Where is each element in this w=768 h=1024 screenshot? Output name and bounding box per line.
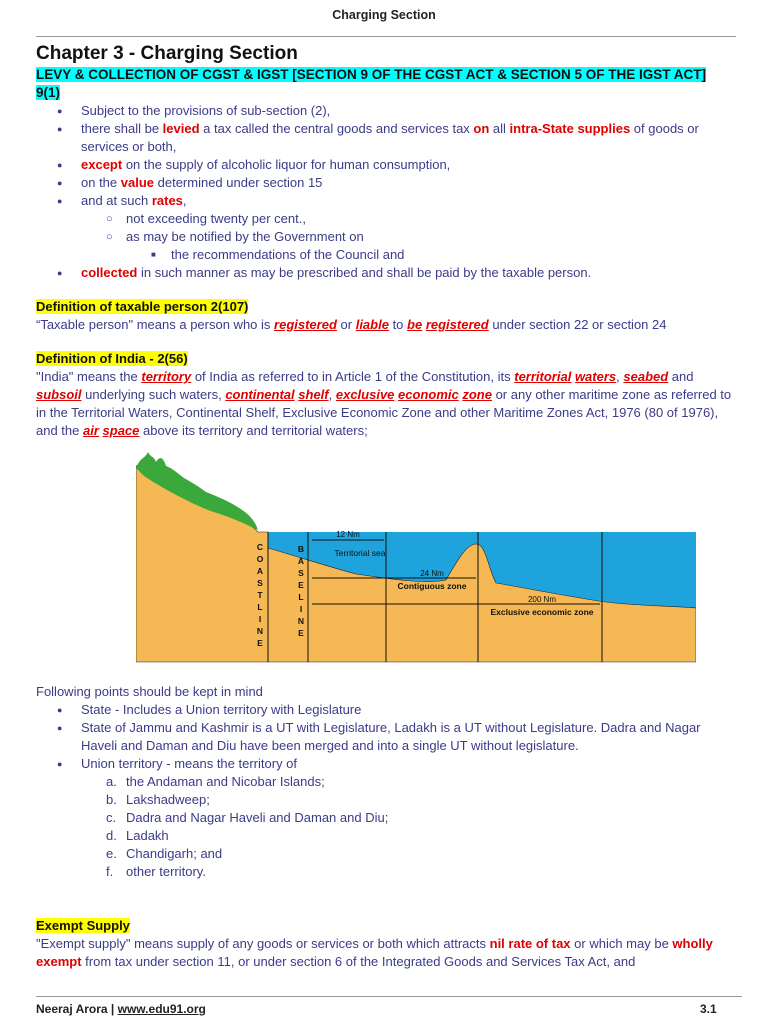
svg-text:I: I [258, 614, 262, 624]
taxable-definition: “Taxable person" means a person who is registered or liable to be registered under section 22 or section 24 [36, 317, 667, 332]
svg-text:N: N [297, 616, 305, 626]
svg-text:E: E [298, 628, 304, 638]
footer-site-link[interactable]: www.edu91.org [117, 1002, 206, 1016]
ut-item: a. the Andaman and Nicobar Islands; [106, 774, 325, 789]
list-item: ● and at such rates, ○ not exceeding twenty per cent., ○ as may be notified by the Government on ■ the recommendations of the Council and [81, 192, 736, 264]
territorial-sea-label: Territorial sea [334, 548, 386, 558]
svg-text:C: C [256, 542, 264, 552]
svg-text:N: N [256, 626, 264, 636]
svg-text:A: A [256, 566, 264, 576]
nm24-label: 24 Nm [420, 569, 444, 578]
sub-list-item: ○ not exceeding twenty per cent., [126, 210, 736, 228]
svg-text:A: A [297, 556, 305, 566]
svg-text:L: L [257, 602, 263, 612]
svg-text:E: E [298, 580, 304, 590]
svg-text:S: S [298, 568, 304, 578]
nm200-label: 200 Nm [527, 595, 557, 604]
exempt-definition: "Exempt supply" means supply of any goods or services or both which attracts nil rate of tax or which may be wholly exempt from tax under section 11, or under section 6 of the Integrated Goods and Services Tax Act, and [36, 936, 713, 969]
ut-item: c. Dadra and Nagar Haveli and Daman and Diu; [106, 810, 389, 825]
sub-sub-list-item: ■ the recommendations of the Council and [171, 246, 736, 264]
svg-text:E: E [257, 638, 263, 648]
page-number: 3.1 [700, 1002, 717, 1016]
ut-item: e. Chandigarh; and [106, 846, 223, 861]
list-item: ● State of Jammu and Kashmir is a UT with Legislature, Ladakh is a UT without Legislature. Dadra and Nagar Haveli and Daman and Diu have been merged and into a single UT without legislature. [81, 719, 736, 755]
contiguous-zone-label: Contiguous zone [397, 581, 467, 591]
footer-divider [36, 996, 742, 997]
header-divider [36, 36, 736, 37]
list-item: ● there shall be levied a tax called the central goods and services tax on all intra-State supplies of goods or services or both, [81, 120, 736, 156]
india-heading: Definition of India - 2(56) [36, 351, 188, 366]
svg-text:S: S [257, 578, 263, 588]
chapter-title: Chapter 3 - Charging Section [36, 43, 298, 64]
ut-list [36, 773, 736, 881]
eez-label: Exclusive economic zone [490, 607, 594, 617]
exempt-heading: Exempt Supply [36, 918, 130, 933]
list-item: ● Subject to the provisions of sub-section (2), [81, 102, 736, 120]
svg-text:I: I [299, 604, 303, 614]
ut-item: d. Ladakh [106, 828, 169, 843]
svg-text:L: L [298, 592, 304, 602]
list-item: ● collected in such manner as may be prescribed and shall be paid by the taxable person. [81, 264, 736, 282]
levy-list [36, 102, 736, 282]
list-item: ● on the value determined under section 15 [81, 174, 736, 192]
svg-text:O: O [256, 554, 264, 564]
sub-list-item: ○ as may be notified by the Government on ■ the recommendations of the Council and [126, 228, 736, 264]
nm12-label: 12 Nm [336, 530, 360, 539]
maritime-zones-diagram [136, 448, 696, 664]
page-header-title: Charging Section [332, 8, 436, 22]
svg-text:B: B [297, 544, 305, 554]
sub-list [81, 210, 736, 264]
levy-heading: LEVY & COLLECTION OF CGST & IGST [SECTION 9 OF THE CGST ACT & SECTION 5 OF THE IGST ACT] [36, 67, 707, 82]
india-definition: "India" means the territory of India as referred to in Article 1 of the Constitution, its territorial waters, seabed and subsoil underlying such waters, continental shelf, exclusive economic zone or any other maritime zone as referred to in the Territorial Waters, Continental Shelf, Exclusive Economic Zone and other Maritime Zones Act, 1976 (80 of 1976), and the air space above its territory and territorial waters; [36, 369, 732, 438]
sub-sub-list [126, 246, 736, 264]
levy-sub-heading: 9(1) [36, 85, 61, 100]
footer-author: Neeraj Arora | www.edu91.org [36, 1002, 206, 1016]
ut-item: b. Lakshadweep; [106, 792, 210, 807]
points-list [36, 701, 736, 773]
points-intro: Following points should be kept in mind [36, 684, 263, 699]
list-item: ● State - Includes a Union territory with Legislature [81, 701, 736, 719]
ut-item: f. other territory. [106, 864, 206, 879]
svg-text:T: T [257, 590, 263, 600]
taxable-heading: Definition of taxable person 2(107) [36, 299, 249, 314]
list-item: ● Union territory - means the territory of [81, 755, 736, 773]
page-content [36, 42, 736, 971]
list-item: ● except on the supply of alcoholic liquor for human consumption, [81, 156, 736, 174]
